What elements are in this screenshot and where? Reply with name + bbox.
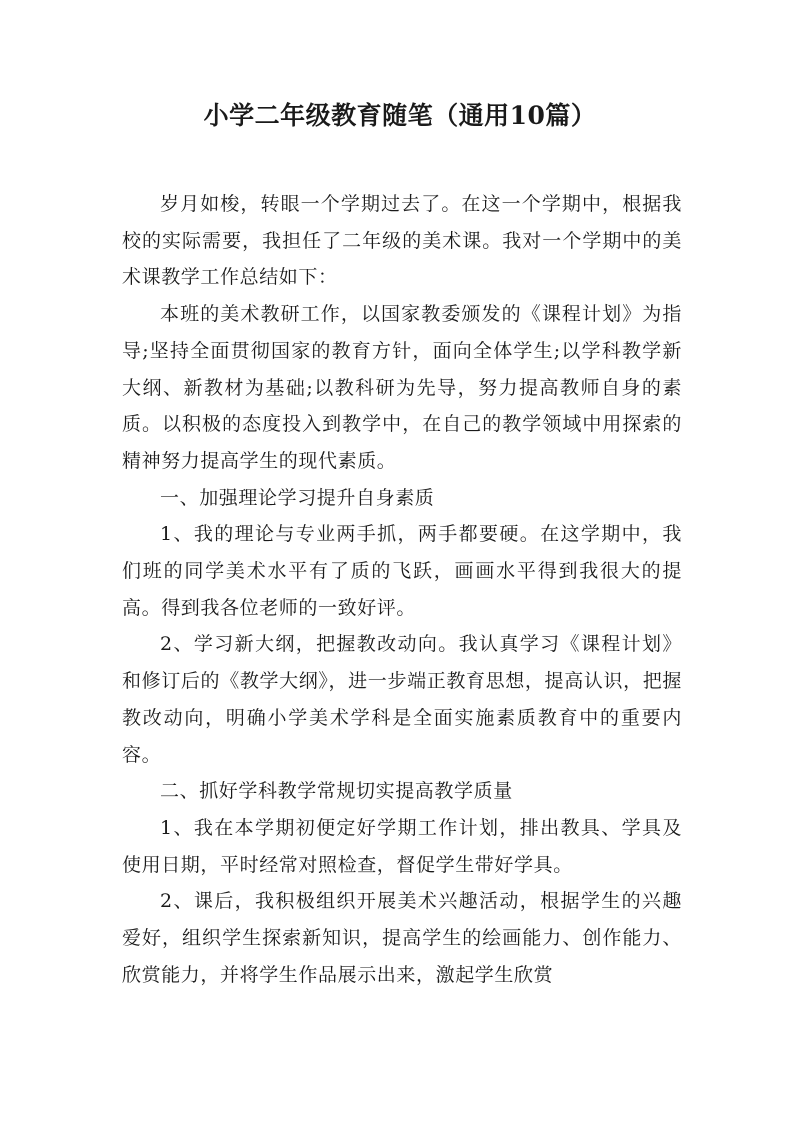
section-2-item-2: 2、课后，我积极组织开展美术兴趣活动，根据学生的兴趣爱好，组织学生探索新知识，提高学生的绘画能力、创作能力、欣赏能力，并将学生作品展示出来，激起学生欣赏: [122, 890, 682, 986]
section-heading-2: 二、抓好学科教学常规切实提高教学质量: [160, 780, 513, 803]
section-1-item-1: 1、我的理论与专业两手抓，两手都要硬。在这学期中，我们班的同学美术水平有了质的飞跃，画画水平得到我很大的提高。得到我各位老师的一致好评。: [122, 523, 682, 619]
guideline-paragraph: 本班的美术教研工作，以国家教委颁发的《课程计划》为指导;坚持全面贯彻国家的教育方针，面向全体学生;以学科教学新大纲、新教材为基础;以教科研为先导，努力提高教师自身的素质。以积极的态度投入到教学中，在自己的教学领域中用探索的精神努力提高学生的现代素质。: [122, 303, 682, 472]
section-1-item-2: 2、学习新大纲，把握教改动向。我认真学习《课程计划》和修订后的《教学大纲》，进一步端正教育思想，提高认识，把握教改动向，明确小学美术学科是全面实施素质教育中的重要内容。: [122, 633, 682, 766]
intro-paragraph: 岁月如梭，转眼一个学期过去了。在这一个学期中，根据我校的实际需要，我担任了二年级的美术课。我对一个学期中的美术课教学工作总结如下：: [122, 193, 682, 289]
section-heading-1: 一、加强理论学习提升自身素质: [160, 486, 435, 509]
document-body: [122, 186, 682, 993]
document-title: 小学二年级教育随笔（通用10篇）: [203, 101, 597, 130]
section-2-item-1: 1、我在本学期初便定好学期工作计划，排出教具、学具及使用日期，平时经常对照检查，督促学生带好学具。: [122, 816, 682, 876]
